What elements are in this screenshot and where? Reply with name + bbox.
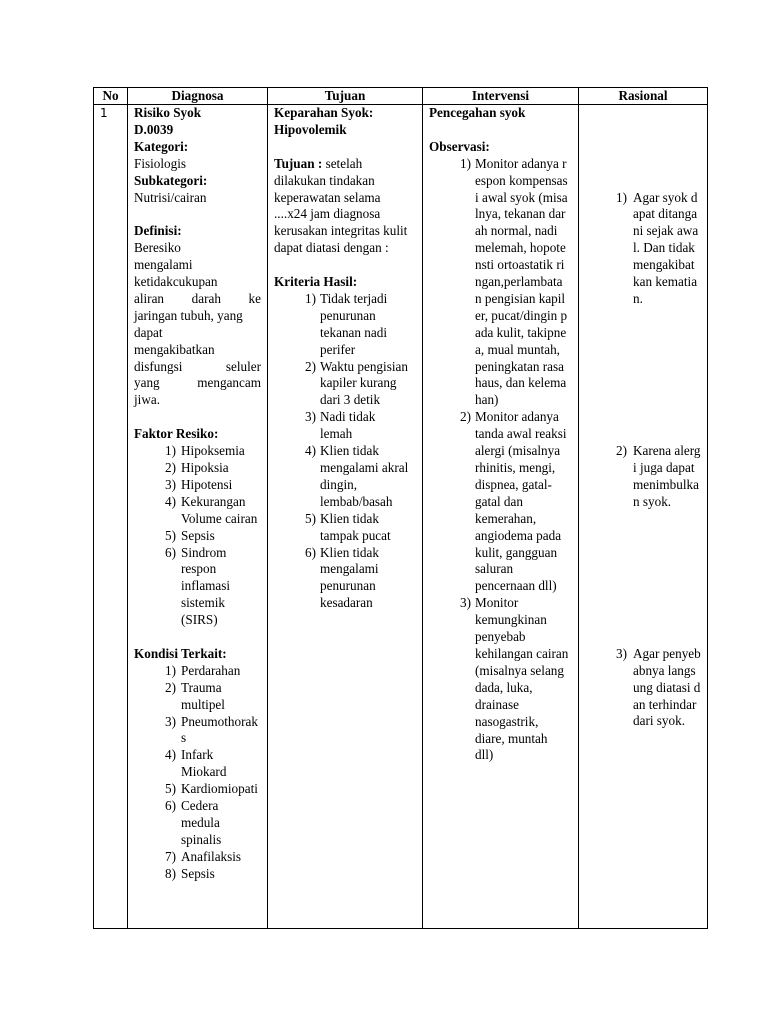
- kategori-value: Fisiologis: [134, 155, 187, 171]
- list-item: 5) Kardiomiopati: [165, 781, 258, 797]
- list-item: 7) Anafilaksis: [165, 848, 242, 864]
- list-item: 1) Perdarahan: [165, 662, 241, 678]
- definisi-label: Definisi:: [134, 223, 182, 239]
- faktor-resiko-list: [134, 443, 261, 629]
- subkategori-label: Subkategori:: [134, 172, 208, 188]
- subkategori-value: Nutrisi/cairan: [134, 189, 207, 205]
- list-item: 1) Tidak terjadi penurunan tekanan nadi perifer: [305, 290, 388, 357]
- list-item: 3) Pneumothoraks: [165, 713, 258, 746]
- list-item: 4) Klien tidak mengalami akral dingin, lembab/basah: [305, 443, 409, 509]
- kategori-label: Kategori:: [134, 138, 189, 154]
- list-item: 5) Sepsis: [165, 527, 215, 543]
- list-item: 3) Agar penyebabnya langsung diatasi dan terhindar dari syok.: [616, 645, 701, 729]
- list-item: 8) Sepsis: [165, 865, 215, 881]
- list-item: 3) Monitor kemungkinan penyebab kehilangan cairan (misalnya selang dada, luka, drainase nasogastrik, diare, muntah dll): [460, 595, 569, 763]
- definisi-line: Beresiko: [134, 240, 181, 256]
- definisi-line: jiwa.: [134, 392, 161, 408]
- intervensi-cell: [423, 105, 579, 929]
- diagnosa-title: Risiko Syok: [134, 105, 202, 120]
- list-item: 2) Trauma multipel: [165, 679, 225, 712]
- definisi-line: mengalami: [134, 257, 193, 273]
- list-item: 6) Cedera medula spinalis: [165, 798, 222, 847]
- definisi-line: disfungsi seluler: [134, 358, 261, 374]
- kriteria-hasil-list: [274, 291, 416, 612]
- definisi-text: [134, 240, 261, 409]
- diagnosa-cell: [128, 105, 268, 929]
- header-intervensi: Intervensi: [423, 88, 579, 105]
- list-item: 3) Hipotensi: [165, 476, 233, 492]
- intervensi-list: [429, 156, 572, 765]
- tujuan-paragraph: Tujuan : setelah dilakukan tindakan keperawatan selama ....x24 jam diagnosa kerusakan integritas kulit dapat diatasi dengan :: [274, 155, 408, 256]
- definisi-line: aliran darah ke: [134, 290, 261, 306]
- list-item: 1) Hipoksemia: [165, 443, 245, 459]
- definisi-line: dapat: [134, 324, 163, 340]
- rasional-list: [585, 190, 701, 731]
- list-item: 2) Karena alergi juga dapat menimbulkan syok.: [616, 443, 701, 509]
- header-tujuan: Tujuan: [268, 88, 423, 105]
- header-rasional: Rasional: [579, 88, 708, 105]
- kriteria-hasil-label: Kriteria Hasil:: [274, 274, 358, 290]
- kondisi-terkait-label: Kondisi Terkait:: [134, 645, 227, 661]
- observasi-label: Observasi:: [429, 138, 490, 154]
- list-item: 1) Monitor adanya respon kompensasi awal syok (misalnya, tekanan darah normal, nadi melemah, hopotensti ortoastatik ringan,perlambatan pengisian kapiler, pucat/dingin pada kulit, takipnea, mual muntah, peningkatan rasa haus, dan kelemahan): [460, 155, 568, 408]
- list-item: 4) Kekurangan Volume cairan: [165, 493, 258, 526]
- row-number: 1: [94, 105, 128, 929]
- table-row: [94, 105, 708, 929]
- header-diagnosa: Diagnosa: [128, 88, 268, 105]
- header-row: [94, 88, 708, 105]
- tujuan-title: Keparahan Syok: Hipovolemik: [274, 105, 374, 137]
- list-item: 6) Sindrom respon inflamasi sistemik (SIRS): [165, 544, 231, 628]
- definisi-line: jaringan tubuh, yang: [134, 307, 243, 323]
- faktor-resiko-label: Faktor Resiko:: [134, 426, 219, 442]
- list-item: 5) Klien tidak tampak pucat: [305, 510, 391, 543]
- list-item: 6) Klien tidak mengalami penurunan kesadaran: [305, 544, 379, 611]
- definisi-line: mengakibatkan: [134, 341, 215, 357]
- list-item: 2) Monitor adanya tanda awal reaksi alergi (misalnya rhinitis, mengi, dispnea, gatal-gatal dan kemerahan, angiodema pada kulit, gangguan saluran pencernaan dll): [460, 409, 567, 594]
- tujuan-cell: [268, 105, 423, 929]
- header-no: No: [94, 88, 128, 105]
- diagnosa-code: D.0039: [134, 121, 174, 137]
- list-item: 4) Infark Miokard: [165, 747, 227, 780]
- kondisi-terkait-list: [134, 663, 261, 883]
- definisi-line: yang mengancam: [134, 375, 261, 391]
- definisi-line: ketidakcukupan: [134, 274, 218, 290]
- care-plan-table: [93, 87, 708, 929]
- list-item: 3) Nadi tidak lemah: [305, 409, 376, 442]
- list-item: 1) Agar syok dapat ditangani sejak awal. Dan tidak mengakibatkan kematian.: [616, 189, 699, 306]
- rasional-cell: [579, 105, 708, 929]
- list-item: 2) Waktu pengisian kapiler kurang dari 3 detik: [305, 358, 408, 408]
- list-item: 2) Hipoksia: [165, 460, 229, 475]
- intervensi-title: Pencegahan syok: [429, 105, 526, 120]
